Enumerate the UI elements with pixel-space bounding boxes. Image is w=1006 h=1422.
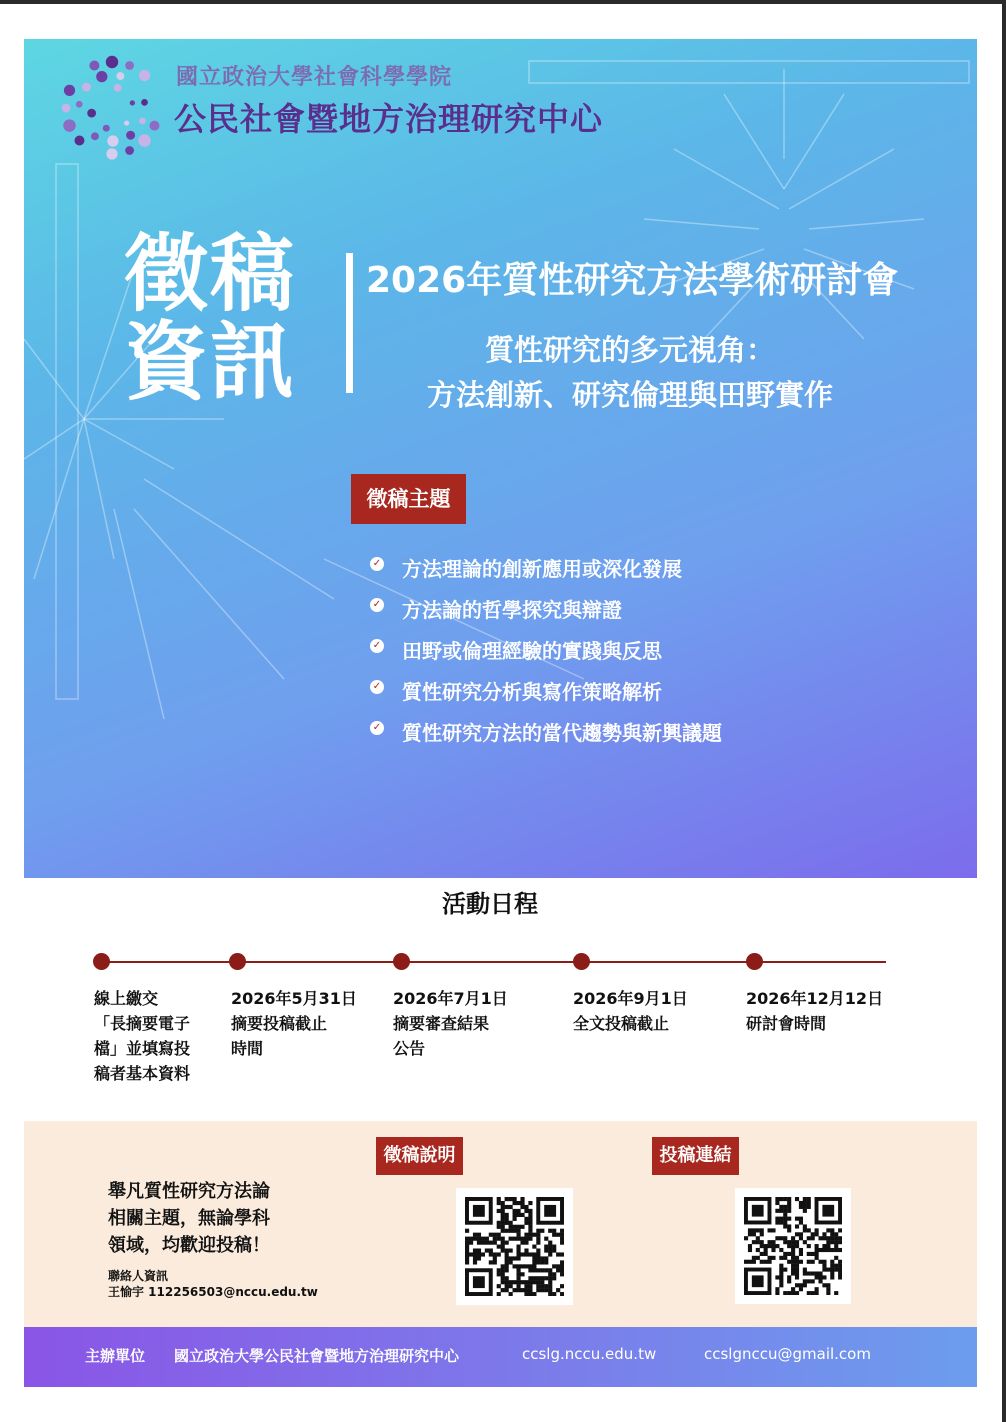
timeline-dot — [93, 953, 110, 970]
timeline-item — [94, 986, 190, 1086]
conference-subtitle-1: 質性研究的多元視角： — [484, 333, 775, 367]
logo-dot — [114, 84, 122, 92]
logo-dot — [82, 83, 91, 92]
logo-dot — [74, 136, 84, 146]
conference-title: 2026年質性研究方法學術研討會 — [366, 260, 899, 301]
timeline-text: 「長摘要電子 — [94, 1014, 191, 1033]
logo-dot — [126, 131, 135, 140]
list-item — [370, 670, 722, 711]
timeline-text: 稿者基本資料 — [94, 1064, 191, 1083]
logo-dot — [116, 72, 124, 80]
submission-link-tag: 投稿連結 — [652, 1137, 739, 1175]
timeline-date: 2026年12月12日 — [746, 989, 884, 1008]
headline-line1: 徵稿 — [124, 225, 297, 323]
topic-text: 田野或倫理經驗的實踐與反思 — [402, 639, 662, 663]
slogan-line: 領域，均歡迎投稿！ — [108, 1235, 270, 1256]
logo-dot — [76, 101, 83, 108]
check-icon: ✓ — [370, 639, 384, 653]
headline-line2: 資訊 — [124, 313, 297, 411]
logo-dot — [106, 56, 119, 69]
org-college: 國立政治大學社會科學學院 — [176, 64, 453, 90]
logo-dot — [107, 135, 118, 146]
topic-text: 方法理論的創新應用或深化發展 — [402, 557, 682, 581]
topic-text: 方法論的哲學探究與辯證 — [402, 598, 622, 622]
timeline-date: 2026年9月1日 — [573, 989, 688, 1008]
qr-code-icon — [744, 1197, 842, 1295]
timeline-text: 時間 — [231, 1039, 264, 1058]
timeline-text: 摘要投稿截止 — [231, 1014, 328, 1033]
topics-list — [370, 547, 722, 752]
hero-banner — [24, 39, 977, 878]
timeline-dot — [573, 953, 590, 970]
logo-dot — [130, 100, 135, 105]
footer-host-name: 國立政治大學公民社會暨地方治理研究中心 — [174, 1347, 460, 1365]
timeline-dot — [229, 953, 246, 970]
logo-dot — [138, 134, 151, 147]
title-divider — [346, 253, 353, 393]
list-item — [370, 588, 722, 629]
guidelines-tag: 徵稿說明 — [376, 1137, 463, 1175]
conference-subtitle-2: 方法創新、研究倫理與田野實作 — [426, 378, 833, 412]
timeline-dot — [746, 953, 763, 970]
logo-dots-icon — [56, 52, 168, 164]
timeline-text: 全文投稿截止 — [573, 1014, 670, 1033]
right-border — [1002, 0, 1006, 1422]
qr-code-guidelines[interactable] — [456, 1188, 573, 1305]
footer-email-link[interactable]: ccslgnccu@gmail.com — [704, 1345, 871, 1363]
timeline-item — [393, 986, 508, 1061]
logo-dot — [87, 109, 96, 118]
check-icon: ✓ — [370, 721, 384, 735]
slogan-line: 舉凡質性研究方法論 — [108, 1181, 270, 1202]
logo-dot — [96, 71, 107, 82]
check-icon: ✓ — [370, 598, 384, 612]
timeline-date: 2026年7月1日 — [393, 989, 508, 1008]
footer-website-link[interactable]: ccslg.nccu.edu.tw — [522, 1345, 657, 1363]
logo-dot — [139, 117, 146, 124]
qr-code-icon — [465, 1197, 564, 1296]
logo-dot — [91, 132, 99, 140]
timeline-item — [573, 986, 688, 1036]
qr-code-submission[interactable] — [735, 1188, 851, 1304]
list-item — [370, 629, 722, 670]
logo-dot — [63, 119, 76, 132]
slogan-line: 相關主題，無論學科 — [108, 1208, 270, 1229]
list-item — [370, 547, 722, 588]
footer-host-label: 主辦單位 — [85, 1347, 146, 1365]
call-slogan — [108, 1178, 270, 1259]
logo-dot — [125, 61, 134, 70]
timeline-date: 2026年5月31日 — [231, 989, 357, 1008]
timeline-text: 公告 — [393, 1039, 426, 1058]
logo-dot — [125, 146, 134, 155]
topics-tag: 徵稿主題 — [351, 474, 466, 524]
timeline-text: 研討會時間 — [746, 1014, 827, 1033]
logo-dot — [89, 61, 99, 71]
logo-dot — [62, 104, 71, 113]
topic-text: 質性研究方法的當代趨勢與新興議題 — [402, 721, 722, 745]
logo-dot — [124, 120, 129, 125]
timeline-item — [746, 986, 883, 1036]
logo-dot — [64, 85, 75, 96]
contact-value: 王愉宇 112256503@nccu.edu.tw — [108, 1285, 318, 1299]
schedule-title: 活動日程 — [442, 890, 538, 918]
logo-dot — [149, 121, 159, 131]
timeline-line — [100, 961, 886, 963]
timeline-dot — [393, 953, 410, 970]
timeline-item — [231, 986, 357, 1061]
top-border — [0, 0, 1006, 4]
timeline-text: 摘要審查結果 — [393, 1014, 490, 1033]
timeline-text: 檔」並填寫投 — [94, 1039, 191, 1058]
logo-dot — [141, 99, 148, 106]
logo-dot — [106, 148, 117, 159]
org-center: 公民社會暨地方治理研究中心 — [174, 100, 604, 138]
logo-dot — [139, 70, 150, 81]
list-item — [370, 711, 722, 752]
topic-text: 質性研究分析與寫作策略解析 — [402, 680, 662, 704]
contact-info — [108, 1268, 318, 1300]
contact-label: 聯絡人資訊 — [108, 1269, 169, 1283]
decorative-rays — [24, 39, 977, 878]
timeline-text: 線上繳交 — [94, 989, 159, 1008]
check-icon: ✓ — [370, 680, 384, 694]
check-icon: ✓ — [370, 557, 384, 571]
logo-dot — [103, 125, 110, 132]
